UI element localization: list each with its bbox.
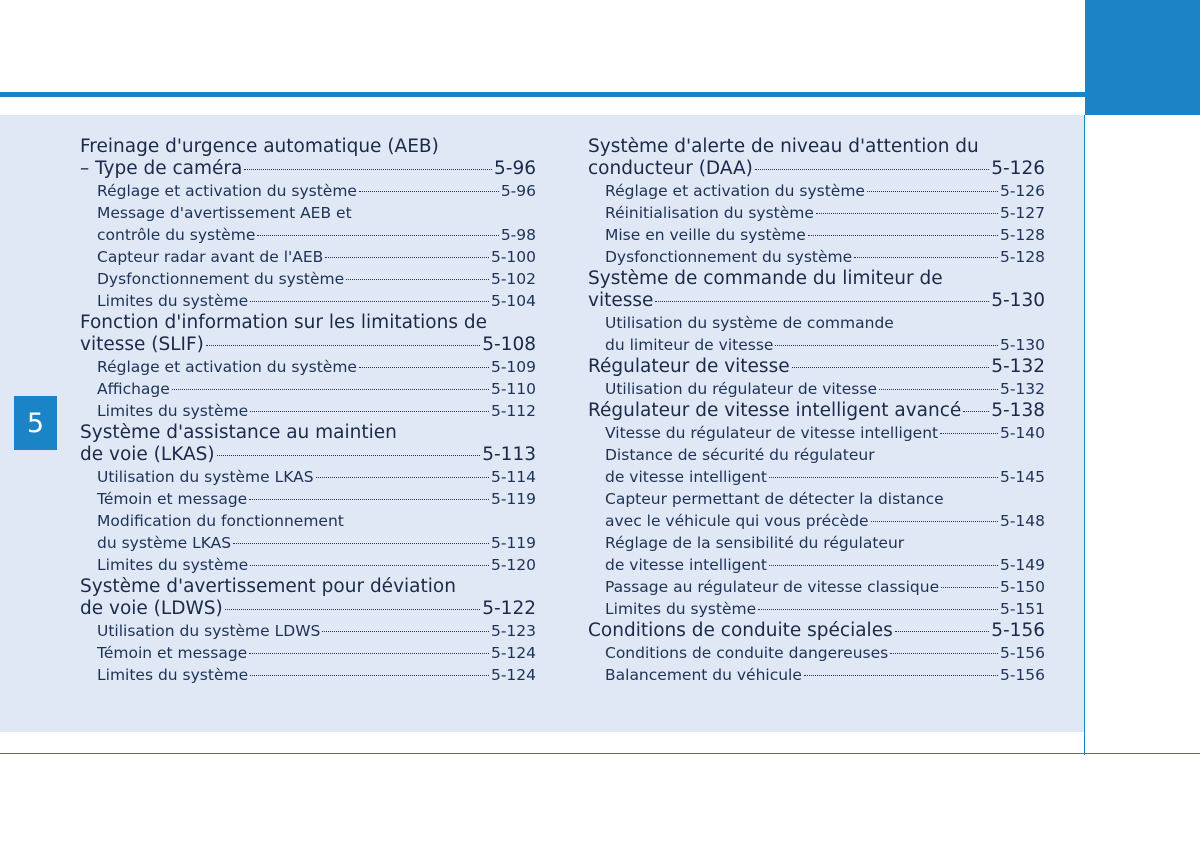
page-number: 5-151 xyxy=(999,600,1045,618)
toc-subentry[interactable] xyxy=(97,378,536,400)
page-number: 5-96 xyxy=(494,158,536,179)
toc-subentry[interactable] xyxy=(605,312,1045,356)
toc-subentry[interactable] xyxy=(605,576,1045,598)
toc-entry-title: Passage au régulateur de vitesse classique xyxy=(605,578,940,596)
toc-entry-title: Freinage d'urgence automatique (AEB) xyxy=(80,136,439,157)
toc-entry-title: Utilisation du régulateur de vitesse xyxy=(605,380,877,398)
toc-entry-title: Balancement du véhicule xyxy=(605,666,802,684)
dot-leader xyxy=(346,279,489,280)
page-number: 5-110 xyxy=(490,380,536,398)
bottom-rule xyxy=(0,753,1200,754)
page-number: 5-123 xyxy=(490,622,536,640)
toc-entry-title: Message d'avertissement AEB et xyxy=(97,204,352,222)
toc-entry-title: Témoin et message xyxy=(97,490,248,508)
dot-leader xyxy=(655,301,989,302)
dot-leader xyxy=(249,499,489,500)
toc-entry-title: Fonction d'information sur les limitations de xyxy=(80,312,487,333)
page-number: 5-113 xyxy=(482,444,536,465)
dot-leader xyxy=(792,367,990,368)
page-number: 5-149 xyxy=(999,556,1045,574)
toc-subentry[interactable] xyxy=(97,642,536,664)
toc-subentry[interactable] xyxy=(605,642,1045,664)
dot-leader xyxy=(172,389,489,390)
page-number: 5-112 xyxy=(490,402,536,420)
toc-right-column xyxy=(588,136,1045,686)
page-number: 5-119 xyxy=(490,490,536,508)
toc-entry-title: Capteur radar avant de l'AEB xyxy=(97,248,324,266)
dot-leader xyxy=(322,631,489,632)
dot-leader xyxy=(867,191,998,192)
dot-leader xyxy=(257,235,498,236)
corner-color-block xyxy=(1085,0,1200,115)
toc-section-entry[interactable] xyxy=(588,268,1045,312)
toc-subentry[interactable] xyxy=(605,488,1045,532)
page-number: 5-156 xyxy=(999,644,1045,662)
toc-entry-title: Distance de sécurité du régulateur xyxy=(605,446,875,464)
page-number: 5-114 xyxy=(490,468,536,486)
toc-entry-title: Conditions de conduite dangereuses xyxy=(605,644,889,662)
toc-subentry[interactable] xyxy=(605,246,1045,268)
toc-section-entry[interactable] xyxy=(80,422,536,466)
right-margin-rule xyxy=(1084,115,1085,755)
toc-subentry[interactable] xyxy=(97,202,536,246)
toc-subentry[interactable] xyxy=(605,598,1045,620)
toc-entry-title: Capteur permettant de détecter la distance xyxy=(605,490,944,508)
page-number: 5-100 xyxy=(490,248,536,266)
dot-leader xyxy=(890,653,998,654)
toc-entry-title: de voie (LKAS) xyxy=(80,444,215,465)
dot-leader xyxy=(217,455,481,456)
toc-entry-title: – Type de caméra xyxy=(80,158,243,179)
page-number: 5-150 xyxy=(999,578,1045,596)
toc-left-column xyxy=(80,136,536,686)
toc-entry-title: Utilisation du système LDWS xyxy=(97,622,321,640)
toc-subentry[interactable] xyxy=(97,554,536,576)
top-rule xyxy=(0,92,1085,97)
dot-leader xyxy=(316,477,489,478)
toc-entry-title: Réglage et activation du système xyxy=(605,182,865,200)
toc-entry-title: Utilisation du système LKAS xyxy=(97,468,314,486)
page-number: 5-132 xyxy=(991,356,1045,377)
toc-entry-title: avec le véhicule qui vous précède xyxy=(605,512,869,530)
dot-leader xyxy=(250,411,489,412)
dot-leader xyxy=(244,169,492,170)
dot-leader xyxy=(941,587,998,588)
toc-subentry[interactable] xyxy=(605,422,1045,444)
toc-entry-title: de vitesse intelligent xyxy=(605,556,767,574)
toc-entry-title: Limites du système xyxy=(97,292,249,310)
toc-section-entry[interactable] xyxy=(80,312,536,356)
dot-leader xyxy=(758,609,998,610)
toc-entry-title: Système d'assistance au maintien xyxy=(80,422,397,443)
dot-leader xyxy=(804,675,998,676)
dot-leader xyxy=(359,367,489,368)
toc-entry-title: Modification du fonctionnement xyxy=(97,512,344,530)
toc-entry-title: Mise en veille du système xyxy=(605,226,806,244)
dot-leader xyxy=(359,191,499,192)
page-number: 5-128 xyxy=(999,248,1045,266)
dot-leader xyxy=(249,653,489,654)
dot-leader xyxy=(206,345,480,346)
toc-subentry[interactable] xyxy=(97,620,536,642)
dot-leader xyxy=(250,565,489,566)
page-number: 5-108 xyxy=(482,334,536,355)
toc-section-entry[interactable] xyxy=(80,136,536,180)
page-number: 5-124 xyxy=(490,644,536,662)
toc-subentry[interactable] xyxy=(97,510,536,554)
toc-section-entry[interactable] xyxy=(80,576,536,620)
toc-entry-title: Dysfonctionnement du système xyxy=(97,270,345,288)
toc-entry-title: Système de commande du limiteur de xyxy=(588,268,943,289)
toc-subentry[interactable] xyxy=(605,202,1045,224)
dot-leader xyxy=(233,543,489,544)
page-number: 5-127 xyxy=(999,204,1045,222)
dot-leader xyxy=(816,213,998,214)
dot-leader xyxy=(755,169,989,170)
dot-leader xyxy=(940,433,998,434)
page-number: 5-140 xyxy=(999,424,1045,442)
toc-subentry[interactable] xyxy=(97,466,536,488)
toc-subentry[interactable] xyxy=(605,378,1045,400)
page-number: 5-130 xyxy=(991,290,1045,311)
toc-entry-title: de vitesse intelligent xyxy=(605,468,767,486)
toc-subentry[interactable] xyxy=(605,444,1045,488)
toc-section-entry[interactable] xyxy=(588,400,1045,422)
dot-leader xyxy=(879,389,998,390)
toc-entry-title: Réglage de la sensibilité du régulateur xyxy=(605,534,905,552)
page-number: 5-122 xyxy=(482,598,536,619)
toc-entry-title: Limites du système xyxy=(97,402,249,420)
toc-subentry[interactable] xyxy=(97,246,536,268)
dot-leader xyxy=(854,257,998,258)
dot-leader xyxy=(775,345,998,346)
toc-subentry[interactable] xyxy=(605,180,1045,202)
toc-entry-title: Système d'alerte de niveau d'attention du xyxy=(588,136,979,157)
dot-leader xyxy=(250,301,489,302)
toc-subentry[interactable] xyxy=(97,180,536,202)
dot-leader xyxy=(895,631,990,632)
toc-subentry[interactable] xyxy=(605,224,1045,246)
toc-entry-title: Système d'avertissement pour déviation xyxy=(80,576,456,597)
toc-entry-title: contrôle du système xyxy=(97,226,256,244)
toc-entry-title: Conditions de conduite spéciales xyxy=(588,620,893,641)
toc-entry-title: Régulateur de vitesse xyxy=(588,356,790,377)
page-number: 5-128 xyxy=(999,226,1045,244)
page-number: 5-138 xyxy=(991,400,1045,421)
toc-entry-title: du système LKAS xyxy=(97,534,232,552)
page-number: 5-126 xyxy=(999,182,1045,200)
toc-section-entry[interactable] xyxy=(588,620,1045,642)
page-number: 5-148 xyxy=(999,512,1045,530)
toc-entry-title: vitesse xyxy=(588,290,654,311)
page-number: 5-120 xyxy=(490,556,536,574)
toc-subentry[interactable] xyxy=(605,532,1045,576)
page-number: 5-156 xyxy=(991,620,1045,641)
dot-leader xyxy=(963,411,989,412)
dot-leader xyxy=(769,477,998,478)
page-number: 5-109 xyxy=(490,358,536,376)
page-number: 5-132 xyxy=(999,380,1045,398)
toc-section-entry[interactable] xyxy=(588,356,1045,378)
toc-entry-title: Réglage et activation du système xyxy=(97,182,357,200)
page-number: 5-104 xyxy=(490,292,536,310)
page-number: 5-124 xyxy=(490,666,536,684)
toc-entry-title: Dysfonctionnement du système xyxy=(605,248,853,266)
page-number: 5-126 xyxy=(991,158,1045,179)
toc-subentry[interactable] xyxy=(97,356,536,378)
toc-entry-title: de voie (LDWS) xyxy=(80,598,223,619)
page-number: 5-102 xyxy=(490,270,536,288)
toc-entry-title: Réinitialisation du système xyxy=(605,204,814,222)
toc-entry-title: Limites du système xyxy=(605,600,757,618)
dot-leader xyxy=(325,257,489,258)
toc-subentry[interactable] xyxy=(97,664,536,686)
toc-entry-title: Vitesse du régulateur de vitesse intelligent xyxy=(605,424,939,442)
toc-subentry[interactable] xyxy=(605,664,1045,686)
dot-leader xyxy=(871,521,998,522)
toc-entry-title: conducteur (DAA) xyxy=(588,158,753,179)
dot-leader xyxy=(250,675,489,676)
page-number: 5-96 xyxy=(500,182,536,200)
page-number: 5-98 xyxy=(500,226,536,244)
toc-entry-title: Utilisation du système de commande xyxy=(605,314,894,332)
toc-entry-title: Témoin et message xyxy=(97,644,248,662)
toc-entry-title: Limites du système xyxy=(97,666,249,684)
toc-entry-title: Limites du système xyxy=(97,556,249,574)
page-number: 5-119 xyxy=(490,534,536,552)
toc-section-entry[interactable] xyxy=(588,136,1045,180)
dot-leader xyxy=(769,565,998,566)
toc-entry-title: Régulateur de vitesse intelligent avancé xyxy=(588,400,962,421)
page-number: 5-156 xyxy=(999,666,1045,684)
toc-entry-title: du limiteur de vitesse xyxy=(605,336,774,354)
toc-entry-title: Réglage et activation du système xyxy=(97,358,357,376)
page-number: 5-145 xyxy=(999,468,1045,486)
page-number: 5-130 xyxy=(999,336,1045,354)
dot-leader xyxy=(808,235,998,236)
toc-entry-title: vitesse (SLIF) xyxy=(80,334,204,355)
chapter-tab: 5 xyxy=(14,396,57,450)
toc-subentry[interactable] xyxy=(97,400,536,422)
dot-leader xyxy=(225,609,481,610)
toc-entry-title: Affichage xyxy=(97,380,170,398)
toc-subentry[interactable] xyxy=(97,290,536,312)
toc-subentry[interactable] xyxy=(97,268,536,290)
toc-subentry[interactable] xyxy=(97,488,536,510)
